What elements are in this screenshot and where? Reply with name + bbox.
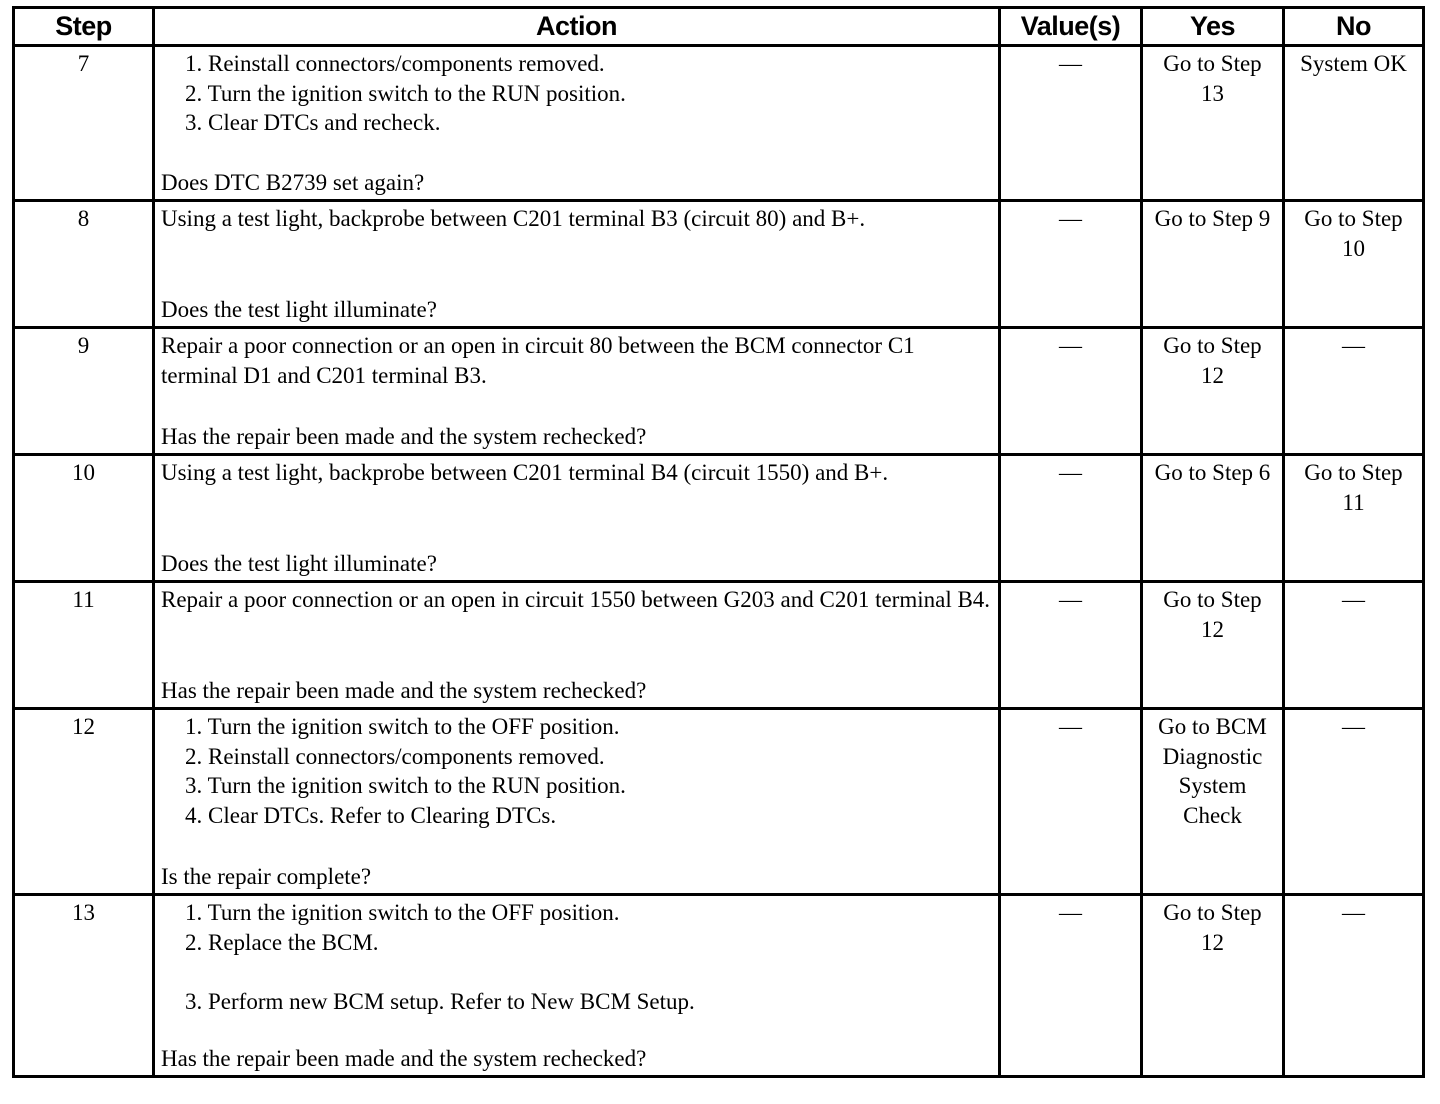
yes-cell: Go to Step 12: [1142, 895, 1284, 1077]
action-text: Using a test light, backprobe between C201 terminal B4 (circuit 1550) and B+.: [161, 460, 889, 485]
action-cell: [154, 328, 1000, 455]
table-row: [14, 328, 1424, 455]
header-row: [14, 8, 1424, 46]
step-number: 13: [14, 895, 154, 1077]
header-yes: Yes: [1142, 8, 1284, 46]
action-cell: [154, 709, 1000, 895]
no-cell: Go to Step 11: [1284, 455, 1424, 582]
no-cell: —: [1284, 328, 1424, 455]
no-cell: —: [1284, 582, 1424, 709]
table-row: [14, 455, 1424, 582]
step-number: 7: [14, 46, 154, 201]
no-cell: —: [1284, 895, 1424, 1077]
yes-cell: Go to BCM Diagnostic System Check: [1142, 709, 1284, 895]
list-item: 2. Reinstall connectors/components removed.: [185, 743, 605, 769]
action-question: Does the test light illuminate?: [161, 550, 437, 576]
action-question: Does the test light illuminate?: [161, 296, 437, 322]
diagnostic-table: [12, 6, 1425, 1078]
action-question: Has the repair been made and the system rechecked?: [161, 423, 647, 449]
list-item: 3. Perform new BCM setup. Refer to New BCM Setup.: [185, 988, 695, 1014]
list-item: 3. Turn the ignition switch to the RUN position.: [185, 773, 626, 798]
action-question: Has the repair been made and the system rechecked?: [161, 677, 647, 703]
value-cell: —: [1000, 709, 1142, 895]
action-cell: [154, 46, 1000, 201]
table-row: [14, 895, 1424, 1077]
action-cell: [154, 582, 1000, 709]
step-number: 8: [14, 201, 154, 328]
header-step: Step: [14, 8, 154, 46]
action-question: Has the repair been made and the system rechecked?: [161, 1045, 647, 1071]
yes-cell: Go to Step 13: [1142, 46, 1284, 201]
table-row: [14, 709, 1424, 895]
no-cell: Go to Step 10: [1284, 201, 1424, 328]
table-row: [14, 582, 1424, 709]
table-row: [14, 201, 1424, 328]
yes-cell: Go to Step 12: [1142, 582, 1284, 709]
table-row: [14, 46, 1424, 201]
value-cell: —: [1000, 328, 1142, 455]
list-item: 1. Reinstall connectors/components removed.: [185, 51, 605, 76]
action-question: Does DTC B2739 set again?: [161, 169, 425, 195]
header-no: No: [1284, 8, 1424, 46]
step-number: 11: [14, 582, 154, 709]
list-item: 2. Replace the BCM.: [185, 929, 379, 955]
yes-cell: Go to Step 9: [1142, 201, 1284, 328]
step-number: 12: [14, 709, 154, 895]
list-item: 4. Clear DTCs. Refer to Clearing DTCs.: [185, 802, 557, 828]
action-text: Repair a poor connection or an open in circuit 1550 between G203 and C201 terminal B4.: [161, 587, 991, 612]
list-item: 3. Clear DTCs and recheck.: [185, 110, 441, 135]
action-cell: [154, 895, 1000, 1077]
action-list: [161, 712, 992, 830]
list-item: 1. Turn the ignition switch to the OFF position.: [185, 900, 620, 925]
value-cell: —: [1000, 455, 1142, 582]
value-cell: —: [1000, 582, 1142, 709]
header-action: Action: [154, 8, 1000, 46]
value-cell: —: [1000, 201, 1142, 328]
no-cell: System OK: [1284, 46, 1424, 201]
step-number: 9: [14, 328, 154, 455]
list-spacer: [185, 957, 992, 987]
action-text: Using a test light, backprobe between C201 terminal B3 (circuit 80) and B+.: [161, 206, 866, 231]
yes-cell: Go to Step 6: [1142, 455, 1284, 582]
value-cell: —: [1000, 895, 1142, 1077]
step-number: 10: [14, 455, 154, 582]
no-cell: —: [1284, 709, 1424, 895]
action-cell: [154, 201, 1000, 328]
action-list: [161, 898, 992, 1016]
action-question: Is the repair complete?: [161, 863, 372, 889]
action-text: Repair a poor connection or an open in circuit 80 between the BCM connector C1 terminal D1 and C201 terminal B3.: [161, 333, 915, 388]
value-cell: —: [1000, 46, 1142, 201]
list-item: 1. Turn the ignition switch to the OFF position.: [185, 714, 620, 739]
list-item: 2. Turn the ignition switch to the RUN position.: [185, 80, 626, 106]
action-list: [161, 49, 992, 138]
yes-cell: Go to Step 12: [1142, 328, 1284, 455]
action-cell: [154, 455, 1000, 582]
header-values: Value(s): [1000, 8, 1142, 46]
